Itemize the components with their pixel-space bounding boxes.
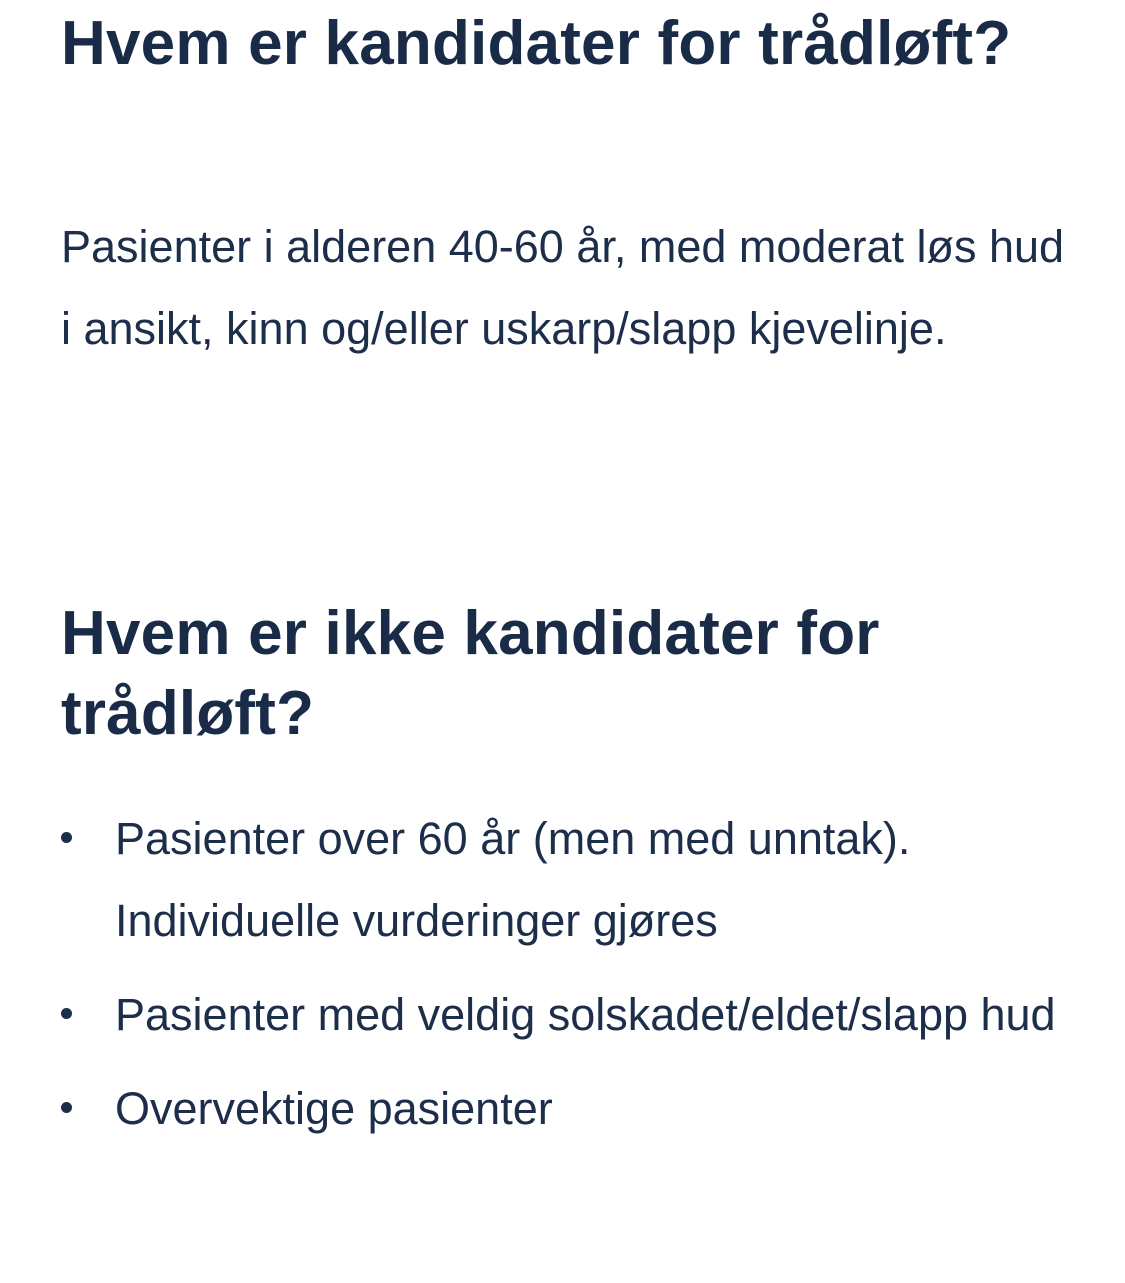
list-item-text: Pasienter over 60 år (men med unntak). Individuelle vurderinger gjøres (115, 813, 911, 946)
bullet-icon (61, 1008, 72, 1019)
non-candidates-heading: Hvem er ikke kandidater for trådløft? (61, 599, 880, 748)
candidates-paragraph: Pasienter i alderen 40-60 år, med moderat løs hud i ansikt, kinn og/eller uskarp/slapp kjevelinje. (61, 221, 1065, 354)
list-item (61, 974, 1081, 1056)
bullet-icon (61, 832, 72, 843)
bullet-icon (61, 1102, 72, 1113)
list-item (61, 798, 1081, 962)
candidates-heading: Hvem er kandidater for trådløft? (61, 9, 1012, 78)
list-item-text: Pasienter med veldig solskadet/eldet/slapp hud (115, 989, 1056, 1040)
non-candidates-list (61, 798, 1081, 1162)
list-item-text: Overvektige pasienter (115, 1083, 553, 1134)
list-item (61, 1068, 1081, 1150)
